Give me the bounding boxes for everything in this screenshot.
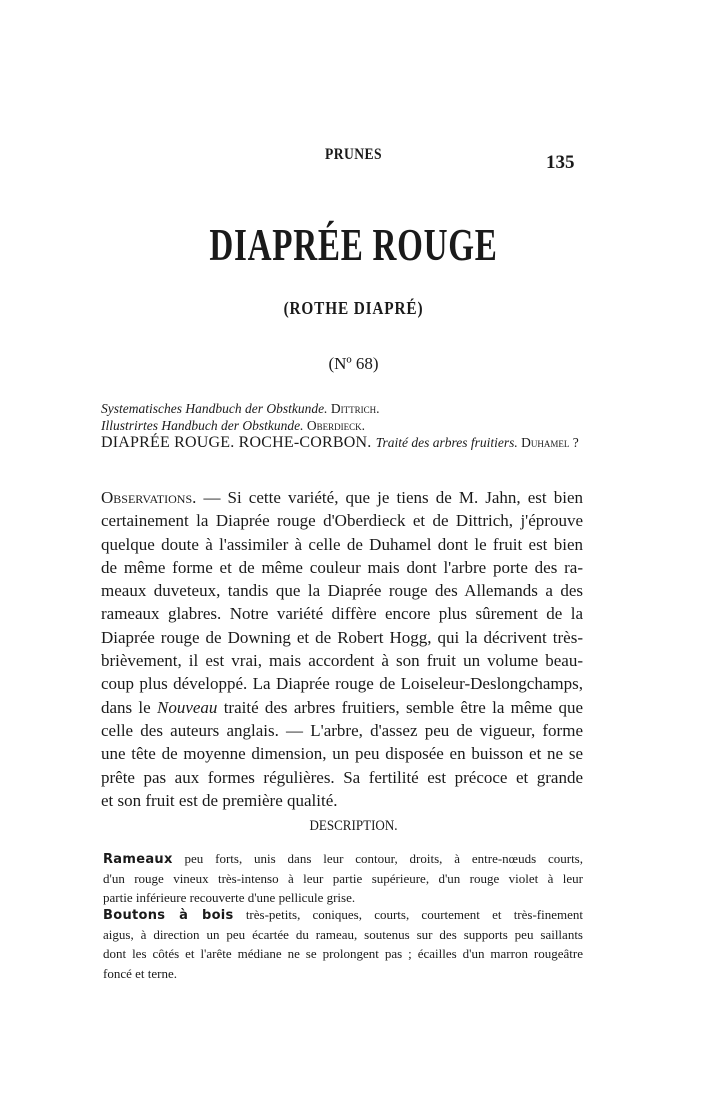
text-segment: foncé et terne. xyxy=(103,965,177,981)
text-segment: rameaux glabres. Notre variété diffère encore plus sûrement de la xyxy=(101,604,583,624)
text-line xyxy=(103,925,583,945)
text-segment: prête pas aux formes régulières. Sa fertilité est précoce et grande xyxy=(101,767,583,787)
observations-paragraph xyxy=(101,486,583,812)
page-number: 135 xyxy=(546,152,575,173)
text-segment: Illustrirtes Handbuch der Obstkunde. xyxy=(101,418,307,433)
reference-line xyxy=(101,400,591,417)
text-segment: Traité des arbres fruitiers. xyxy=(375,435,522,450)
description-rameaux xyxy=(103,849,583,908)
text-line xyxy=(101,696,583,719)
text-line xyxy=(101,789,583,812)
text-segment: Rameaux xyxy=(103,852,173,867)
text-line xyxy=(101,579,583,602)
text-segment: traité des arbres fruitiers, semble être la même que xyxy=(217,697,584,717)
text-segment: Dittrich. xyxy=(330,401,380,416)
text-line xyxy=(103,869,583,889)
text-line xyxy=(103,849,583,869)
text-segment: brièvement, il est vrai, mais accordent à son fruit un volume beau- xyxy=(101,651,583,671)
text-segment: certainement la Diaprée rouge d'Oberdieck et de Dittrich, j'éprouve xyxy=(101,511,583,531)
description-boutons xyxy=(103,905,583,983)
text-segment: Systematisches Handbuch der Obstkunde. xyxy=(101,401,331,416)
text-segment: peu forts, unis dans leur contour, droits, à entre-nœuds courts, xyxy=(172,851,583,866)
running-head: PRUNES xyxy=(325,146,382,163)
text-segment: très-petits, coniques, courts, courtement et très-finement xyxy=(233,907,583,922)
text-line xyxy=(101,649,583,672)
text-line xyxy=(101,626,583,649)
text-segment: — Si cette variété, que je tiens de M. Jahn, est bien xyxy=(196,488,583,507)
text-line xyxy=(103,964,583,984)
text-line xyxy=(101,533,583,556)
variety-number: (Nº 68) xyxy=(328,354,379,373)
text-segment: coup plus développé. La Diaprée rouge de Loiseleur-Deslongchamps, xyxy=(101,674,583,694)
text-segment: meaux duveteux, tandis que la Diaprée rouge des Allemands a des xyxy=(101,581,583,601)
text-line xyxy=(103,905,583,925)
text-segment: dont les côtés et l'arête médiane ne se prolongent pas ; écailles d'un marron rougeâtre xyxy=(103,946,583,961)
text-line xyxy=(101,742,583,765)
text-line xyxy=(101,602,583,625)
text-segment: dans le xyxy=(101,697,157,717)
text-segment: DIAPRÉE ROUGE. ROCHE-CORBON. xyxy=(101,434,376,451)
text-line xyxy=(101,556,583,579)
reference-line xyxy=(101,417,591,434)
text-segment: et son fruit est de première qualité. xyxy=(101,790,338,810)
text-segment: Duhamel ? xyxy=(521,435,579,450)
text-line xyxy=(101,509,583,532)
text-segment: Oberdieck. xyxy=(306,418,365,433)
text-segment: une tête de moyenne dimension, un peu disposée en buisson et ne se xyxy=(101,744,583,764)
text-segment: Boutons à bois xyxy=(103,908,234,923)
page-title: DIAPRÉE ROUGE xyxy=(209,219,498,270)
text-segment: quelque doute à l'assimiler à celle de Duhamel dont le fruit est bien xyxy=(101,534,583,554)
text-segment: celle des auteurs anglais. — L'arbre, d'assez peu de vigueur, forme xyxy=(101,720,583,740)
text-line xyxy=(101,766,583,789)
text-segment: Nouveau xyxy=(156,697,218,717)
text-segment: aigus, à direction un peu écartée du rameau, soutenus sur des supports peu saillants xyxy=(103,926,583,942)
reference-line xyxy=(101,434,591,451)
text-segment: d'un rouge vineux très-intenso à leur partie supérieure, d'un rouge violet à leur xyxy=(103,870,583,886)
text-segment: de même forme et de même couleur mais dont l'arbre porte des ra- xyxy=(101,557,583,577)
text-segment: Diaprée rouge de Downing et de Robert Hogg, qui la décrivent très- xyxy=(101,627,583,647)
text-line xyxy=(101,672,583,695)
subtitle: (ROTHE DIAPRÉ) xyxy=(283,298,424,318)
text-line xyxy=(101,486,583,509)
references xyxy=(101,400,591,451)
description-heading: DESCRIPTION. xyxy=(309,818,398,834)
text-line xyxy=(103,944,583,964)
text-segment: partie inférieure recouverte d'une pellicule grise. xyxy=(103,890,356,905)
text-line xyxy=(101,719,583,742)
text-segment: Observations. xyxy=(101,488,197,507)
